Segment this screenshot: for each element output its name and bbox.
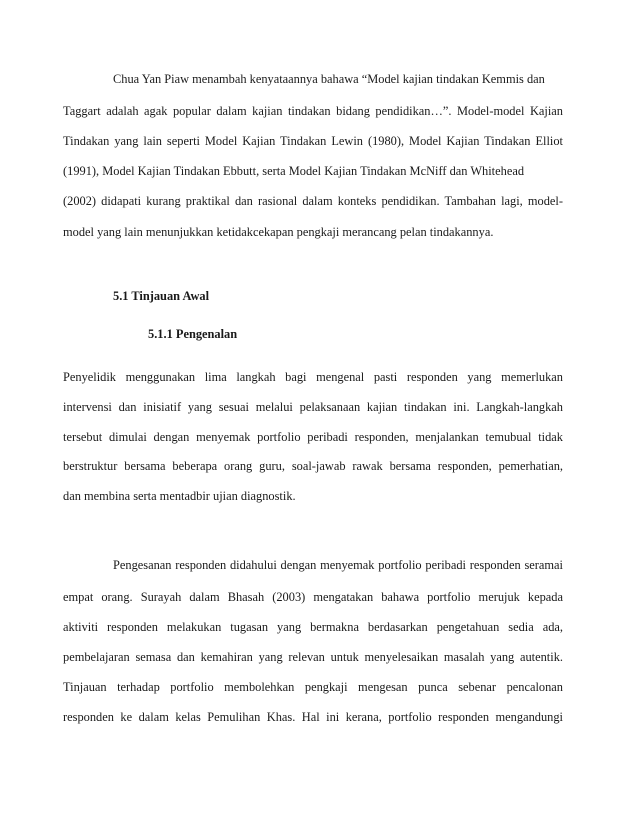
paragraph-3-line-6: responden ke dalam kelas Pemulihan Khas. Hal ini kerana, portfolio responden mengandungi	[63, 710, 563, 724]
paragraph-2-line-1: Penyelidik menggunakan lima langkah bagi mengenal pasti responden yang memerlukan	[63, 370, 563, 384]
paragraph-2-line-2: intervensi dan inisiatif yang sesuai melalui pelaksanaan kajian tindakan ini. Langkah-langkah	[63, 400, 563, 414]
paragraph-3-line-4: pembelajaran semasa dan kemahiran yang relevan untuk menyelesaikan masalah yang autentik.	[63, 650, 563, 664]
paragraph-2-line-3: tersebut dimulai dengan menyemak portfolio peribadi responden, menjalankan temubual tidak	[63, 430, 563, 444]
paragraph-1-line-1: Chua Yan Piaw menambah kenyataannya bahawa “Model kajian tindakan Kemmis dan	[113, 72, 545, 86]
paragraph-1-line-2: Taggart adalah agak popular dalam kajian tindakan bidang pendidikan…”. Model-model Kajian	[63, 104, 563, 118]
paragraph-1-line-3: Tindakan yang lain seperti Model Kajian Tindakan Lewin (1980), Model Kajian Tindakan Elliot	[63, 134, 563, 148]
paragraph-2-line-4: berstruktur bersama beberapa orang guru, soal-jawab rawak bersama responden, pemerhatian,	[63, 459, 563, 473]
paragraph-3-line-3: aktiviti responden melakukan tugasan yang bermakna berdasarkan pengetahuan sedia ada,	[63, 620, 563, 634]
paragraph-1-line-5: (2002) didapati kurang praktikal dan rasional dalam konteks pendidikan. Tambahan lagi, model-	[63, 194, 563, 208]
paragraph-1-line-4: (1991), Model Kajian Tindakan Ebbutt, serta Model Kajian Tindakan McNiff dan Whitehead	[63, 164, 525, 178]
paragraph-2-line-5: dan membina serta mentadbir ujian diagnostik.	[63, 489, 296, 503]
section-heading: 5.1 Tinjauan Awal	[113, 289, 210, 303]
paragraph-3-line-1: Pengesanan responden didahului dengan menyemak portfolio peribadi responden seramai	[113, 558, 563, 572]
paragraph-3-line-2: empat orang. Surayah dalam Bhasah (2003) mengatakan bahawa portfolio merujuk kepada	[63, 590, 563, 604]
paragraph-1-line-6: model yang lain menunjukkan ketidakcekapan pengkaji merancang pelan tindakannya.	[63, 225, 494, 239]
paragraph-3-line-5: Tinjauan terhadap portfolio membolehkan pengkaji mengesan punca sebenar pencalonan	[63, 680, 563, 694]
subsection-heading: 5.1.1 Pengenalan	[148, 327, 238, 341]
